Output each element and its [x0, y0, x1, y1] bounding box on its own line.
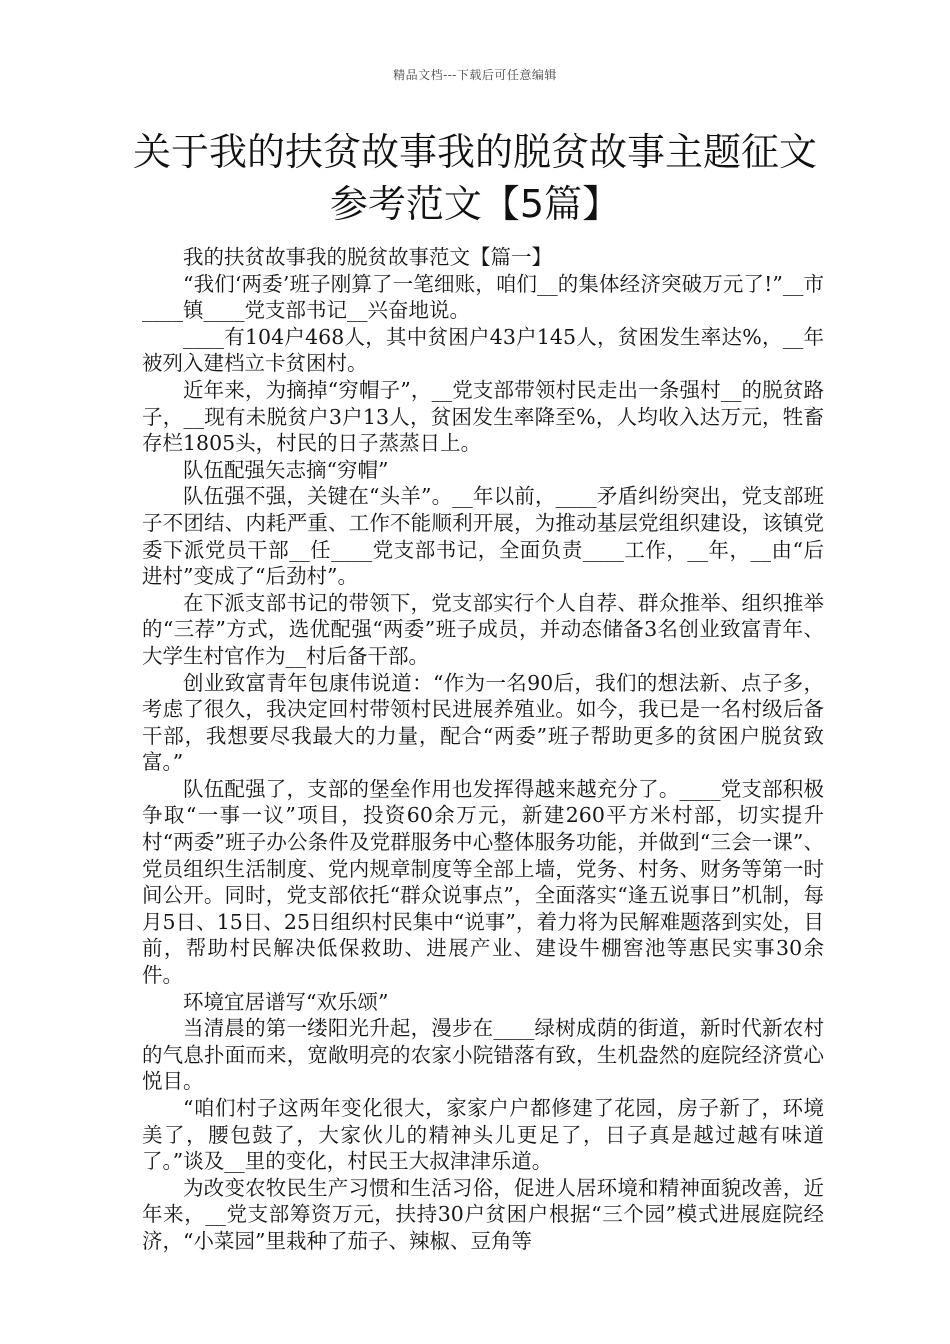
header-note: 精品文档---下载后可任意编辑 — [393, 68, 557, 82]
section-heading: 我的扶贫故事我的脱贫故事范文【篇一】 — [183, 245, 552, 269]
paragraph: 当清晨的第一缕阳光升起，漫步在____绿树成荫的街道，新时代新农村的气息扑面而来，宽敞明亮的农家小院错落有致，生机盎然的庭院经济赏心悦目。 — [142, 1016, 824, 1094]
paragraph: ____有104户468人，其中贫困户43户145人，贫困发生率达%，__年被列入建档立卡贫困村。 — [142, 324, 824, 376]
paragraph: “咱们村子这两年变化很大，家家户户都修建了花园，房子新了，环境美了，腰包鼓了，大家伙儿的精神头儿更足了，日子真是越过越有味道了。”谈及__里的变化，村民王大叔津津乐道。 — [142, 1096, 824, 1174]
paragraph: 近年来，为摘掉“穷帽子”，__党支部带领村民走出一条强村__的脱贫路子，__现有未脱贫户3户13人，贫困发生率降至%，人均收入达万元，牲畜存栏1805头，村民的日子蒸蒸日上。 — [142, 377, 824, 456]
document-body — [142, 244, 824, 1255]
paragraph: 队伍配强了，支部的堡垒作用也发挥得越来越充分了。____党支部积极争取“一事一议”项目，投资60余万元，新建260平方米村部，切实提升村“两委”班子办公条件及党群服务中心整体服务功能，并做到“三会一课”、党员组织生活制度、党内规章制度等全部上墙，党务、村务、财务等第一时间公开。同时，党支部依托“群众说事点”，全面落实“逢五说事日”机制，每月5日、15日、25日组织村民集中“说事”，着力将为民解难题落到实处，目前，帮助村民解决低保救助、进展产业、建设牛棚窖池等惠民实事30余件。 — [142, 776, 824, 988]
paragraph: 队伍强不强，关键在“头羊”。__年以前，____矛盾纠纷突出，党支部班子不团结、内耗严重、工作不能顺利开展，为推动基层党组织建设，该镇党委下派党员干部__任____党支部书记，全面负责____工作，__年，__由“后进村”变成了“后劲村”。 — [142, 484, 824, 589]
paragraph: “我们‘两委’班子刚算了一笔细账，咱们__的集体经济突破万元了!”__市____镇____党支部书记__兴奋地说。 — [142, 271, 824, 323]
document-title: 关于我的扶贫故事我的脱贫故事主题征文参考范文【5篇】 — [132, 130, 817, 226]
paragraph: 在下派支部书记的带领下，党支部实行个人自荐、群众推举、组织推举的“三荐”方式，选优配强“两委”班子成员，并动态储备3名创业致富青年、大学生村官作为__村后备干部。 — [142, 590, 824, 668]
subheading: 环境宜居谱写“欢乐颂” — [183, 989, 389, 1014]
subheading: 队伍配强矢志摘“穷帽” — [183, 457, 389, 482]
paragraph: 为改变农牧民生产习惯和生活习俗，促进人居环境和精神面貌改善，近年来，__党支部筹资万元，扶持30户贫困户根据“三个园”模式进展庭院经济，“小菜园”里栽种了茄子、辣椒、豆角等 — [142, 1175, 824, 1253]
paragraph: 创业致富青年包康伟说道：“作为一名90后，我们的想法新、点子多，考虑了很久，我决定回村带领村民进展养殖业。如今，我已是一名村级后备干部，我想要尽我最大的力量，配合“两委”班子帮助更多的贫困户脱贫致富。” — [142, 670, 824, 775]
